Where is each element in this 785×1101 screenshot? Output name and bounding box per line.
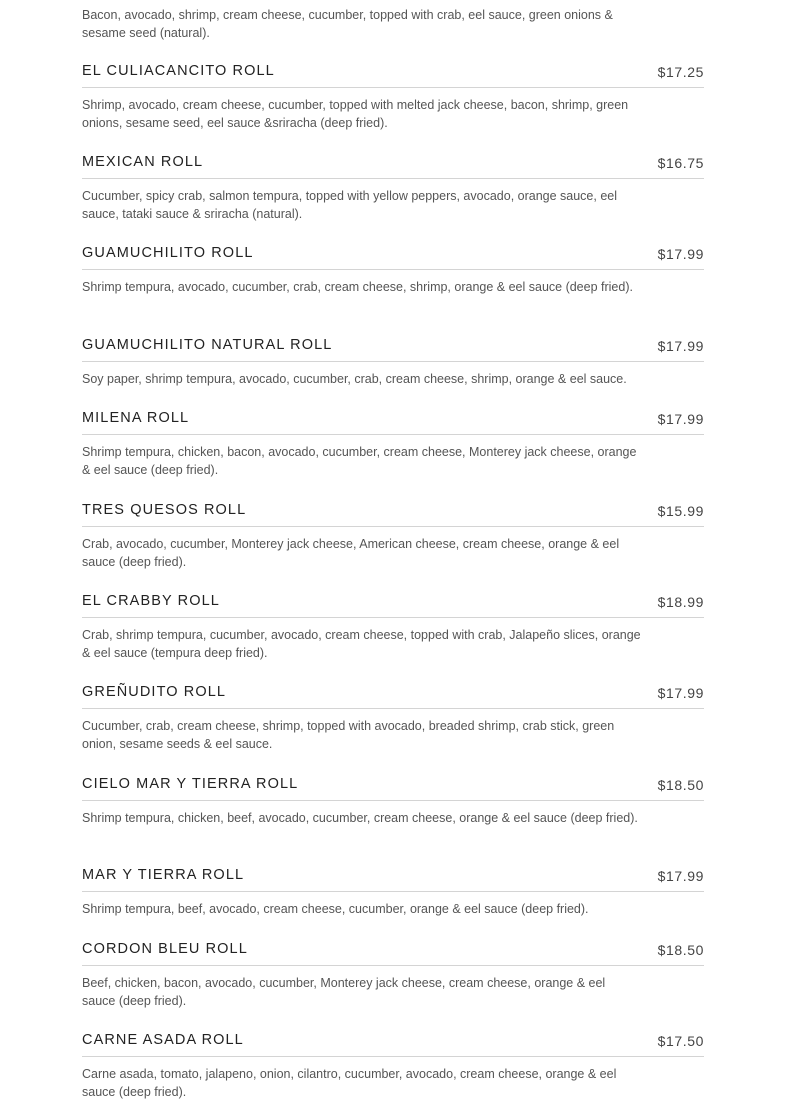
menu-item [82,502,704,571]
menu-item [82,941,704,1010]
item-price: $17.99 [657,246,704,262]
item-description: Shrimp tempura, avocado, cucumber, crab, cream cheese, shrimp, orange & eel sauce (deep fried). [82,280,633,294]
item-price: $17.99 [657,868,704,884]
item-description: Carne asada, tomato, jalapeno, onion, cilantro, cucumber, avocado, cream cheese, orange & eel sauce (deep fried). [82,1067,617,1099]
item-name: GUAMUCHILITO NATURAL ROLL [82,337,333,353]
item-name: GUAMUCHILITO ROLL [82,245,254,261]
menu-item [82,867,704,918]
item-price: $18.99 [657,594,704,610]
item-header [82,941,704,966]
item-description: Bacon, avocado, shrimp, cream cheese, cucumber, topped with crab, eel sauce, green onions & sesame seed (natural). [82,8,613,40]
item-name: EL CRABBY ROLL [82,593,220,609]
item-header [82,684,704,709]
item-description: Cucumber, crab, cream cheese, shrimp, topped with avocado, breaded shrimp, crab stick, green onion, sesame seeds & eel sauce. [82,719,615,751]
menu-item [82,337,704,388]
item-header [82,63,704,88]
item-name: MILENA ROLL [82,410,190,426]
item-header [82,245,704,270]
item-description: Crab, shrimp tempura, cucumber, avocado, cream cheese, topped with crab, Jalapeño slices, orange & eel sauce (tempura deep fried). [82,628,641,660]
item-price: $17.99 [657,338,704,354]
item-header [82,593,704,618]
item-header [82,154,704,179]
item-description: Cucumber, spicy crab, salmon tempura, topped with yellow peppers, avocado, orange sauce, eel sauce, tataki sauce & sriracha (natural). [82,189,618,221]
item-header [82,867,704,892]
item-name: TRES QUESOS ROLL [82,502,247,518]
item-name: EL CULIACANCITO ROLL [82,63,275,79]
item-name: GREÑUDITO ROLL [82,684,227,700]
item-name: CORDON BLEU ROLL [82,941,248,957]
item-price: $16.75 [657,155,704,171]
item-price: $17.25 [657,64,704,80]
item-description: Shrimp, avocado, cream cheese, cucumber, topped with melted jack cheese, bacon, shrimp, green onions, sesame seed, eel sauce &sriracha (deep fried). [82,98,629,130]
item-price: $17.50 [657,1033,704,1049]
item-header [82,1032,704,1057]
item-description: Shrimp tempura, chicken, bacon, avocado, cucumber, cream cheese, Monterey jack cheese, orange & eel sauce (deep fried). [82,445,637,477]
item-name: MEXICAN ROLL [82,154,204,170]
item-price: $17.99 [657,685,704,701]
item-name: CARNE ASADA ROLL [82,1032,244,1048]
item-price: $17.99 [657,411,704,427]
item-header [82,410,704,435]
item-header [82,776,704,801]
item-price: $15.99 [657,503,704,519]
menu-item [82,776,704,827]
menu-item [82,1032,704,1101]
menu-item [82,593,704,662]
item-description: Soy paper, shrimp tempura, avocado, cucumber, crab, cream cheese, shrimp, orange & eel sauce. [82,372,627,386]
item-description: Shrimp tempura, chicken, beef, avocado, cucumber, cream cheese, orange & eel sauce (deep fried). [82,811,638,825]
menu-item [82,410,704,479]
item-description: Beef, chicken, bacon, avocado, cucumber, Monterey jack cheese, cream cheese, orange & eel sauce (deep fried). [82,976,606,1008]
item-description: Shrimp tempura, beef, avocado, cream cheese, cucumber, orange & eel sauce (deep fried). [82,902,589,916]
item-price: $18.50 [657,942,704,958]
menu-item [82,63,704,132]
item-name: CIELO MAR Y TIERRA ROLL [82,776,299,792]
item-header [82,502,704,527]
item-description: Crab, avocado, cucumber, Monterey jack cheese, American cheese, cream cheese, orange & eel sauce (deep fried). [82,537,620,569]
item-name: MAR Y TIERRA ROLL [82,867,245,883]
item-price: $18.50 [657,777,704,793]
menu-item [82,684,704,753]
item-header [82,337,704,362]
menu-item [82,245,704,296]
menu-item [82,154,704,223]
